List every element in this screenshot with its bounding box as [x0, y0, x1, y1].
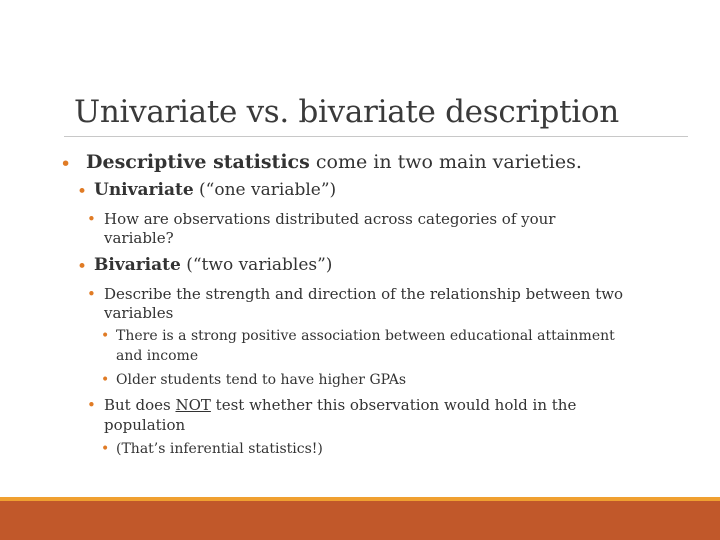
univariate-question-line-2: variable?: [104, 229, 174, 247]
bivariate-text: (“two variables”): [180, 255, 333, 275]
example-association-line-1: There is a strong positive association between educational attainment: [116, 328, 615, 344]
bullet-icon: •: [87, 285, 96, 303]
footer-bar: [0, 501, 720, 540]
bivariate-term: Bivariate: [94, 255, 181, 275]
bullet-univariate: [94, 180, 336, 200]
inferential-note: (That’s inferential statistics!): [116, 441, 323, 457]
bullet-icon: •: [101, 328, 110, 344]
bullet-icon: •: [87, 396, 96, 414]
bullet-icon: •: [60, 153, 72, 175]
univariate-text: (“one variable”): [193, 180, 337, 200]
bivariate-but-line-1: [104, 396, 576, 414]
bullet-descriptive-statistics: [86, 151, 582, 173]
not-emphasis: NOT: [175, 396, 211, 414]
univariate-question-line-1: How are observations distributed across categories of your: [104, 210, 556, 228]
descriptive-statistics-term: Descriptive statistics: [86, 151, 310, 173]
univariate-term: Univariate: [94, 180, 194, 200]
descriptive-statistics-text: come in two main varieties.: [309, 151, 582, 173]
example-gpa: Older students tend to have higher GPAs: [116, 372, 407, 388]
bullet-icon: •: [77, 257, 88, 277]
title-divider: [64, 136, 688, 137]
bivariate-describe-line-1: Describe the strength and direction of the relationship between two: [104, 285, 624, 303]
bullet-icon: •: [101, 441, 110, 457]
but-post-text: test whether this observation would hold in the: [210, 396, 577, 414]
but-pre-text: But does: [104, 396, 176, 414]
example-association-line-2: and income: [116, 348, 199, 364]
bivariate-describe-line-2: variables: [104, 304, 174, 322]
slide-title: Univariate vs. bivariate description: [74, 94, 619, 130]
bullet-icon: •: [77, 182, 88, 202]
bullet-icon: •: [87, 210, 96, 228]
bullet-bivariate: [94, 255, 332, 275]
bullet-icon: •: [101, 372, 110, 388]
bivariate-but-line-2: population: [104, 416, 186, 434]
